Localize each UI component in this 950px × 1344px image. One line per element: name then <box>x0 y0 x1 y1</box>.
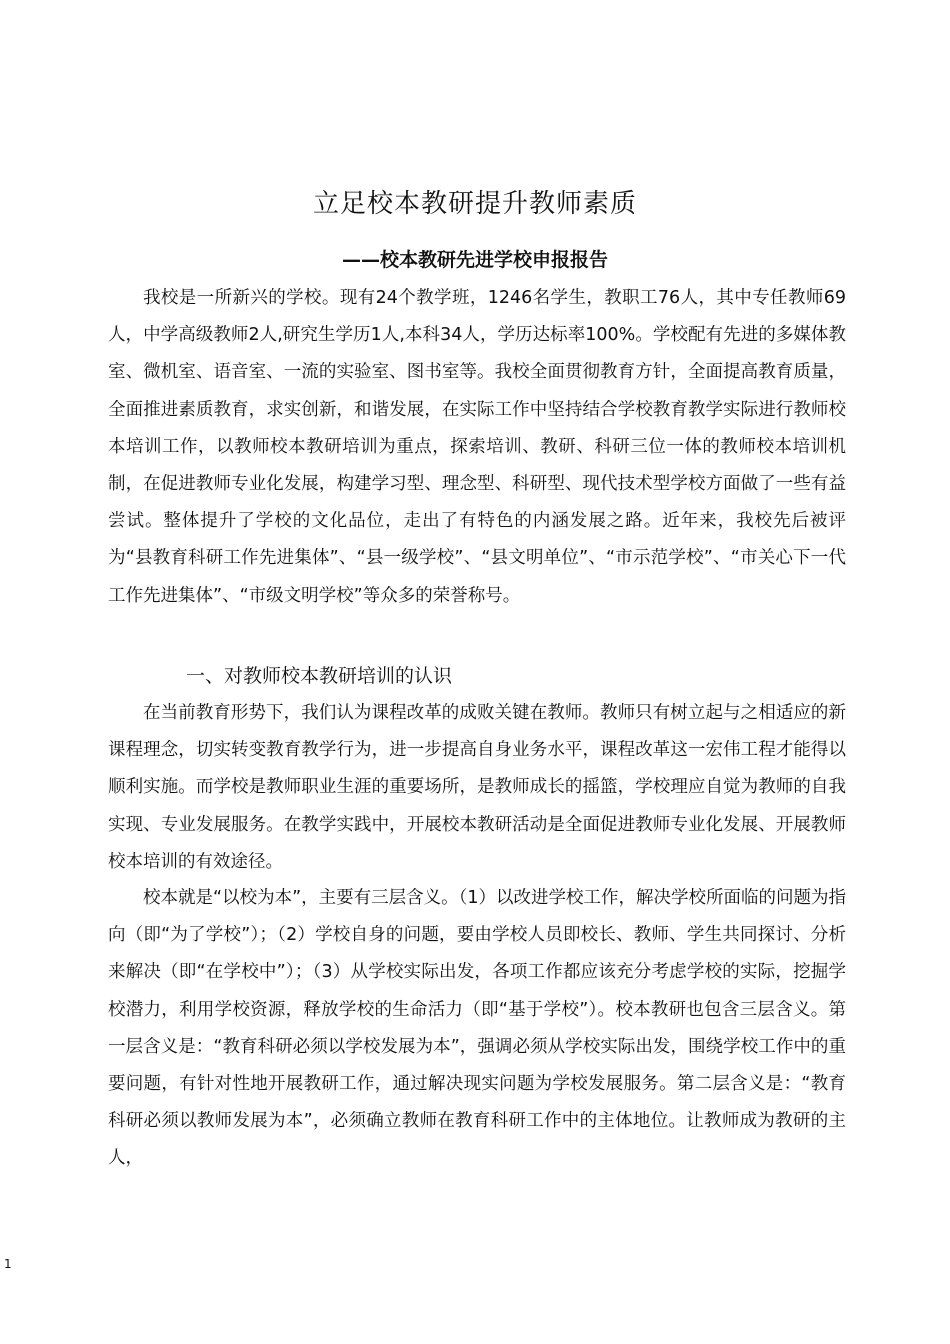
document-title: 立足校本教研提升教师素质 <box>312 189 637 219</box>
intro-paragraph: 我校是一所新兴的学校。现有24个教学班，1246名学生，教职工76人，其中专任教师69人，中学高级教师2人,研究生学历1人,本科34人，学历达标率100%。学校配有先进的多媒体教室、微机室、语音室、一流的实验室、图书室等。我校全面贯彻教育方针，全面提高教育质量，全面推进素质教育，求实创新，和谐发展，在实际工作中坚持结合学校教育教学实际进行教师校本培训工作，以教师校本教研培训为重点，探索培训、教研、科研三位一体的教师校本培训机制，在促进教师专业化发展，构建学习型、理念型、科研型、现代技术型学校方面做了一些有益尝试。整体提升了学校的文化品位，走出了有特色的内涵发展之路。近年来，我校先后被评为“县教育科研工作先进集体”、“县一级学校”、“县文明单位”、“市示范学校”、“市关心下一代工作先进集体”、“市级文明学校”等众多的荣誉称号。 <box>108 288 846 606</box>
page-number: 1 <box>4 1257 12 1271</box>
document-subtitle: ——校本教研先进学校申报报告 <box>341 249 608 271</box>
body-paragraph-2: 在当前教育形势下，我们认为课程改革的成败关键在教师。教师只有树立起与之相适应的新课程理念，切实转变教育教学行为，进一步提高自身业务水平，课程改革这一宏伟工程才能得以顺利实施。而学校是教师职业生涯的重要场所，是教师成长的摇篮，学校理应自觉为教师的自我实现、专业发展服务。在教学实践中，开展校本教研活动是全面促进教师专业化发展、开展教师校本培训的有效途径。 <box>108 703 846 872</box>
section-heading: 一、对教师校本教研培训的认识 <box>186 665 453 687</box>
body-paragraph-3: 校本就是“以校为本”，主要有三层含义。（1）以改进学校工作，解决学校所面临的问题为指向（即“为了学校”）；（2）学校自身的问题，要由学校人员即校长、教师、学生共同探讨、分析来解决（即“在学校中”）；（3）从学校实际出发，各项工作都应该充分考虑学校的实际，挖掘学校潜力，利用学校资源，释放学校的生命活力（即“基于学校”）。校本教研也包含三层含义。第一层含义是：“教育科研必须以学校发展为本”，强调必须从学校实际出发，围绕学校工作中的重要问题，有针对性地开展教研工作，通过解决现实问题为学校发展服务。第二层含义是：“教育科研必须以教师发展为本”，必须确立教师在教育科研工作中的主体地位。让教师成为教研的主人， <box>108 888 847 1169</box>
